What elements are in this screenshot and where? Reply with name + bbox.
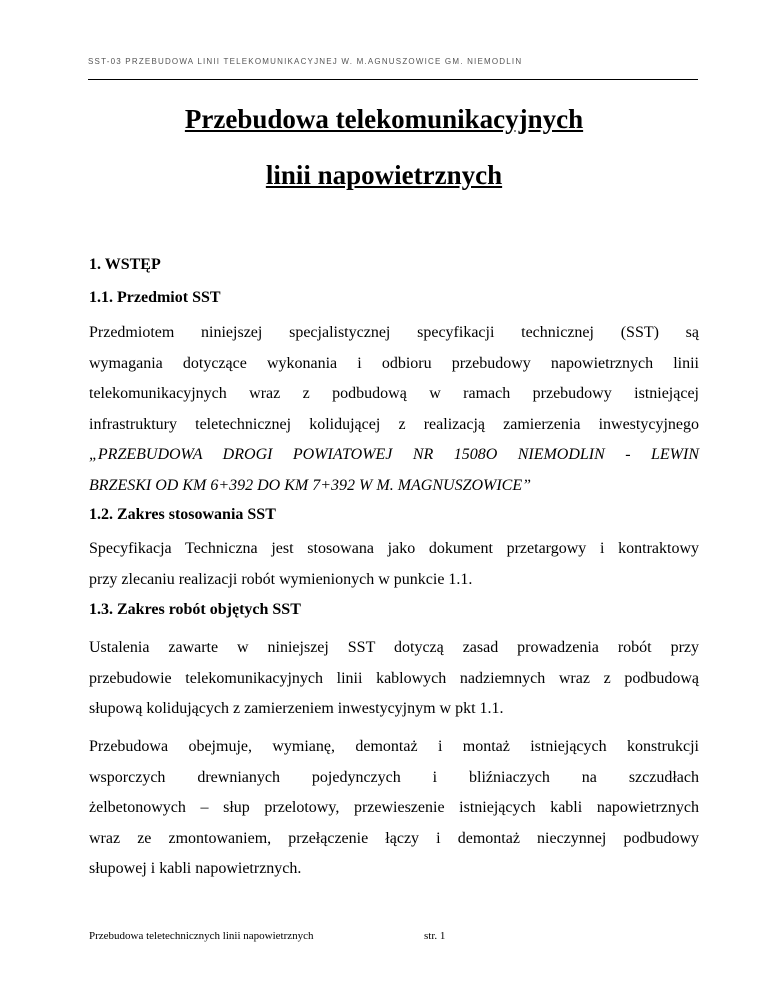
paragraph-line: Przedmiotem niniejszej specjalistycznej specyfikacji technicznej (SST) są xyxy=(89,324,699,341)
paragraph-line: Przebudowa obejmuje, wymianę, demontaż i montaż istniejących konstrukcji xyxy=(89,738,699,755)
paragraph-line: infrastruktury teletechnicznej kolidującej z realizacją zamierzenia inwestycyjnego xyxy=(89,415,699,433)
running-header: SST-03 PRZEBUDOWA LINII TELEKOMUNIKACYJNEJ W. M.AGNUSZOWICE GM. NIEMODLIN xyxy=(88,57,523,66)
paragraph-line: BRZESKI OD KM 6+392 DO KM 7+392 W M. MAGNUSZOWICE” xyxy=(89,476,532,494)
paragraph-subject xyxy=(89,318,699,440)
section-heading-1-3: 1.3. Zakres robót objętych SST xyxy=(89,601,301,618)
paragraph-line: Ustalenia zawarte w niniejszej SST dotyczą zasad prowadzenia robót przy xyxy=(89,639,699,656)
paragraph-line: przebudowie telekomunikacyjnych linii kablowych nadziemnych wraz z podbudową xyxy=(89,669,699,687)
header-rule xyxy=(88,79,698,80)
paragraph-investment-name xyxy=(89,440,699,501)
document-title-line-2: linii napowietrznych xyxy=(265,160,503,190)
section-heading-1-1: 1.1. Przedmiot SST xyxy=(89,289,221,306)
document-title-line-1: Przebudowa telekomunikacyjnych xyxy=(184,104,584,134)
paragraph-line: przy zlecaniu realizacji robót wymienionych w punkcie 1.1. xyxy=(89,570,473,588)
paragraph-line: wsporczych drewnianych pojedynczych i bliźniaczych na szczudłach xyxy=(89,768,699,786)
paragraph-line: telekomunikacyjnych wraz z podbudową w ramach przebudowy istniejącej xyxy=(89,385,699,402)
section-heading-1-2: 1.2. Zakres stosowania SST xyxy=(89,506,276,523)
paragraph-line: wymagania dotyczące wykonania i odbioru przebudowy napowietrznych linii xyxy=(89,354,699,372)
footer-page-number: str. 1 xyxy=(424,930,446,942)
paragraph-work-scope xyxy=(89,633,699,725)
paragraph-line: słupową kolidujących z zamierzeniem inwestycyjnym w pkt 1.1. xyxy=(89,700,504,717)
paragraph-line: słupowej i kabli napowietrznych. xyxy=(89,860,302,877)
paragraph-line: Specyfikacja Techniczna jest stosowana jako dokument przetargowy i kontraktowy xyxy=(89,540,699,557)
paragraph-scope-of-use xyxy=(89,534,699,595)
paragraph-line: „PRZEBUDOWA DROGI POWIATOWEJ NR 1508O NIEMODLIN - LEWIN xyxy=(89,446,699,463)
footer-document-title: Przebudowa teletechnicznych linii napowietrznych xyxy=(89,930,314,942)
section-heading-1: 1. WSTĘP xyxy=(89,256,161,273)
paragraph-line: wraz ze zmontowaniem, przełączenie łączy i demontaż nieczynnej podbudowy xyxy=(89,829,699,847)
paragraph-reconstruction xyxy=(89,732,699,885)
paragraph-line: żelbetonowych – słup przelotowy, przewieszenie istniejących kabli napowietrznych xyxy=(89,799,699,816)
